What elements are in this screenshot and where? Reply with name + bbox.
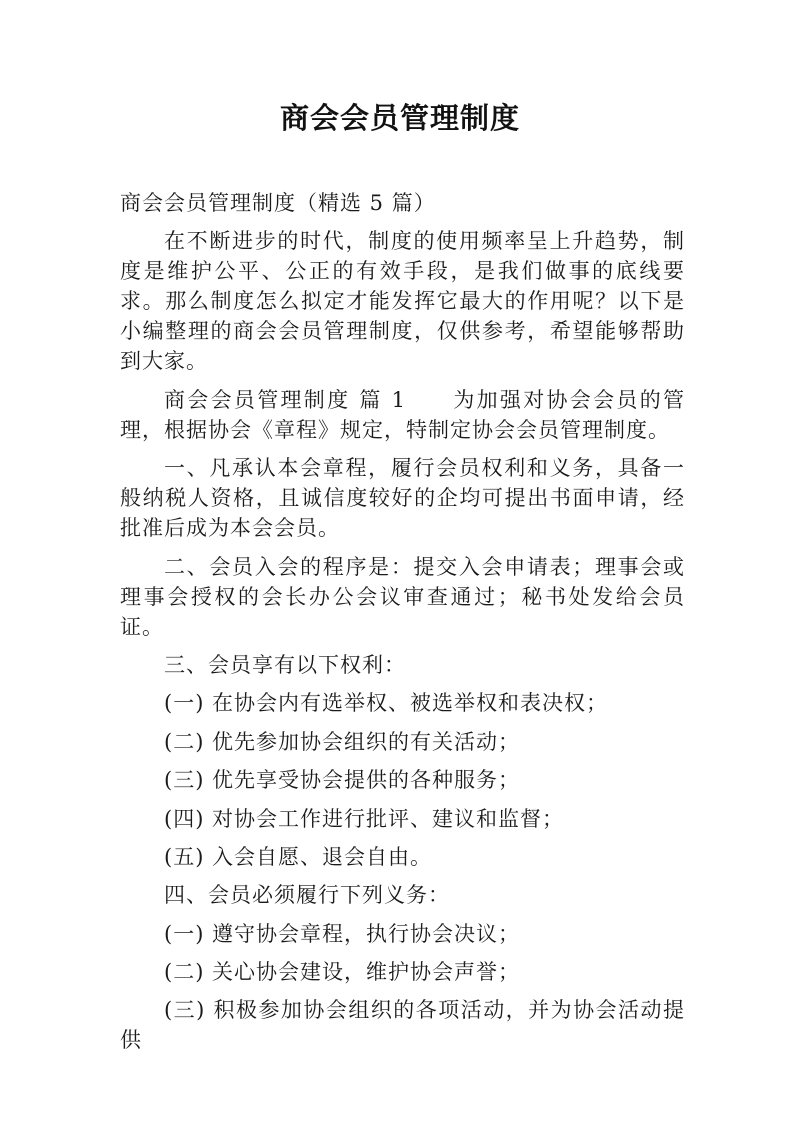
document-body bbox=[120, 188, 685, 1064]
document-subtitle: 商会会员管理制度（精选 5 篇） bbox=[120, 191, 436, 215]
section-1-paragraph bbox=[120, 385, 685, 445]
clause-3-heading: 三、会员享有以下权利： bbox=[164, 652, 406, 677]
duty-item-1: (一) 遵守协会章程，执行协会决议； bbox=[164, 921, 521, 946]
right-item-5: (五) 入会自愿、退会自由。 bbox=[164, 844, 433, 869]
clause-1: 一、凡承认本会章程，履行会员权利和义务，具备一般纳税人资格，且诚信度较好的企均可提出书面申请，经批准后成为本会会员。 bbox=[120, 456, 685, 541]
section-1-lead: 为加强对协会会员的管理，根据协会《章程》规定，特制定协会会员管理制度。 bbox=[120, 387, 686, 442]
duty-item-3: (三) 积极参加协会组织的各项活动，并为协会活动提供 bbox=[120, 998, 685, 1053]
right-item-1: (一) 在协会内有选举权、被选举权和表决权； bbox=[164, 691, 609, 716]
clause-4-heading: 四、会员必须履行下列义务： bbox=[164, 883, 450, 908]
clause-2: 二、会员入会的程序是：提交入会申请表；理事会或理事会授权的会长办公会议审查通过；秘书处发给会员证。 bbox=[120, 554, 685, 639]
duty-item-2: (二) 关心协会建设，维护协会声誉； bbox=[164, 960, 521, 985]
right-item-4: (四) 对协会工作进行批评、建议和监督； bbox=[164, 806, 565, 831]
right-item-3: (三) 优先享受协会提供的各种服务； bbox=[164, 768, 521, 793]
section-1-heading: 商会会员管理制度 篇 1 bbox=[164, 387, 407, 412]
document-title: 商会会员管理制度 bbox=[279, 101, 520, 135]
intro-paragraph: 在不断进步的时代，制度的使用频率呈上升趋势，制度是维护公平、公正的有效手段，是我们做事的底线要求。那么制度怎么拟定才能发挥它最大的作用呢？以下是小编整理的商会会员管理制度，仅供参考，希望能够帮助到大家。 bbox=[120, 229, 685, 374]
right-item-2: (二) 优先参加协会组织的有关活动； bbox=[164, 729, 521, 754]
